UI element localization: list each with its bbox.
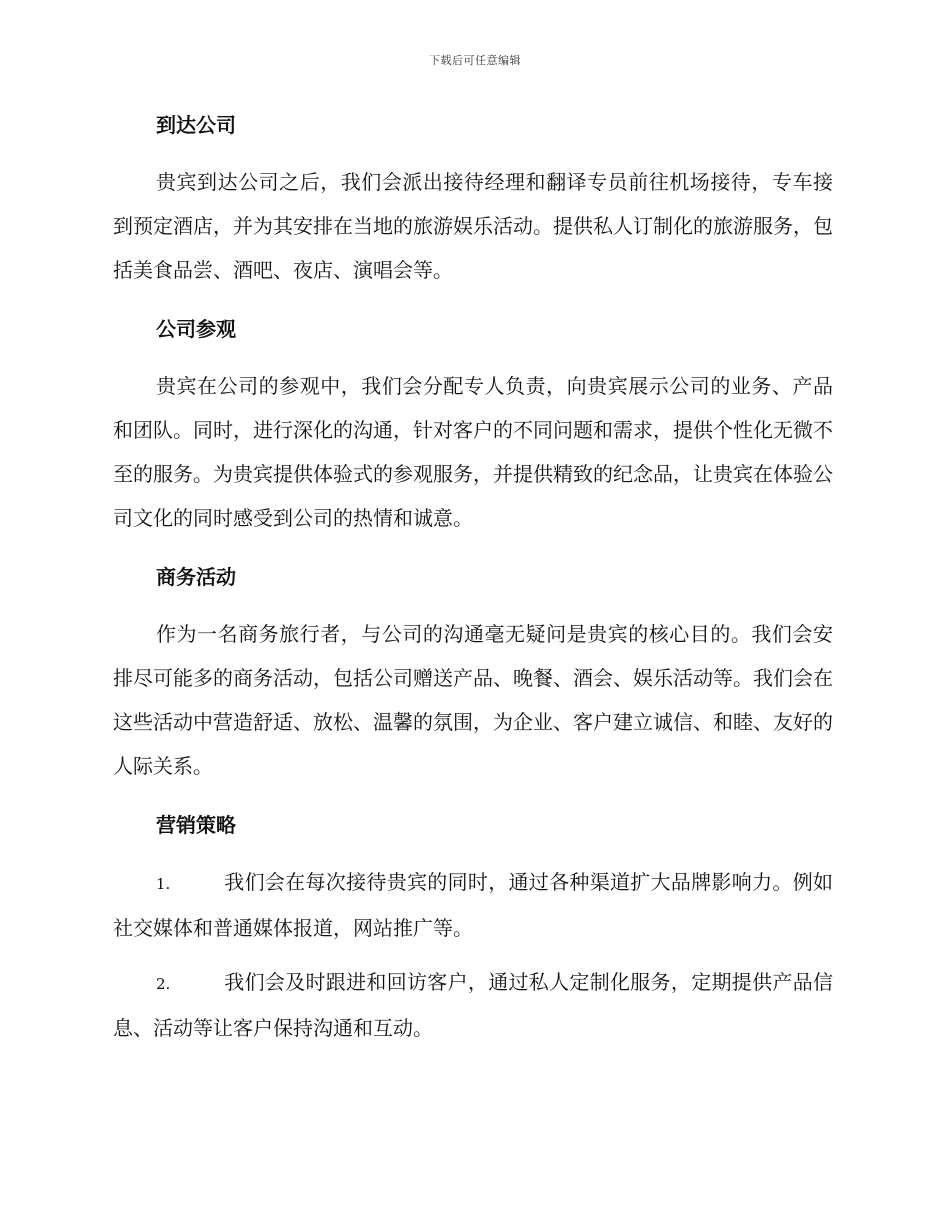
numbered-list-item (113, 860, 833, 950)
document-body (113, 110, 833, 1060)
list-item-number: 1. (156, 875, 171, 893)
section-heading: 商务活动 (156, 565, 236, 589)
section-business-activities (113, 562, 833, 788)
list-item-text: 我们会及时跟进和回访客户，通过私人定制化服务，定期提供产品信息、活动等让客户保持沟通和互动。 (113, 970, 833, 1040)
section-heading: 营销策略 (156, 813, 236, 837)
section-company-visit (113, 314, 833, 540)
section-paragraph: 作为一名商务旅行者，与公司的沟通毫无疑问是贵宾的核心目的。我们会安排尽可能多的商务活动，包括公司赠送产品、晚餐、酒会、娱乐活动等。我们会在这些活动中营造舒适、放松、温馨的氛围，为企业、客户建立诚信、和睦、友好的人际关系。 (113, 622, 833, 778)
section-paragraph: 贵宾在公司的参观中，我们会分配专人负责，向贵宾展示公司的业务、产品和团队。同时，进行深化的沟通，针对客户的不同问题和需求，提供个性化无微不至的服务。为贵宾提供体验式的参观服务，并提供精致的纪念品，让贵宾在体验公司文化的同时感受到公司的热情和诚意。 (113, 374, 833, 530)
page-header-note: 下载后可任意编辑 (429, 54, 521, 67)
section-heading: 公司参观 (156, 317, 236, 341)
list-item-text: 我们会在每次接待贵宾的同时，通过各种渠道扩大品牌影响力。例如社交媒体和普通媒体报道，网站推广等。 (113, 870, 833, 940)
section-paragraph: 贵宾到达公司之后，我们会派出接待经理和翻译专员前往机场接待，专车接到预定酒店，并为其安排在当地的旅游娱乐活动。提供私人订制化的旅游服务，包括美食品尝、酒吧、夜店、演唱会等。 (113, 170, 833, 282)
numbered-list-item (113, 960, 833, 1050)
section-heading: 到达公司 (156, 113, 236, 137)
list-item-number: 2. (156, 975, 171, 993)
section-marketing-strategy (113, 810, 833, 1050)
section-arrival (113, 110, 833, 292)
